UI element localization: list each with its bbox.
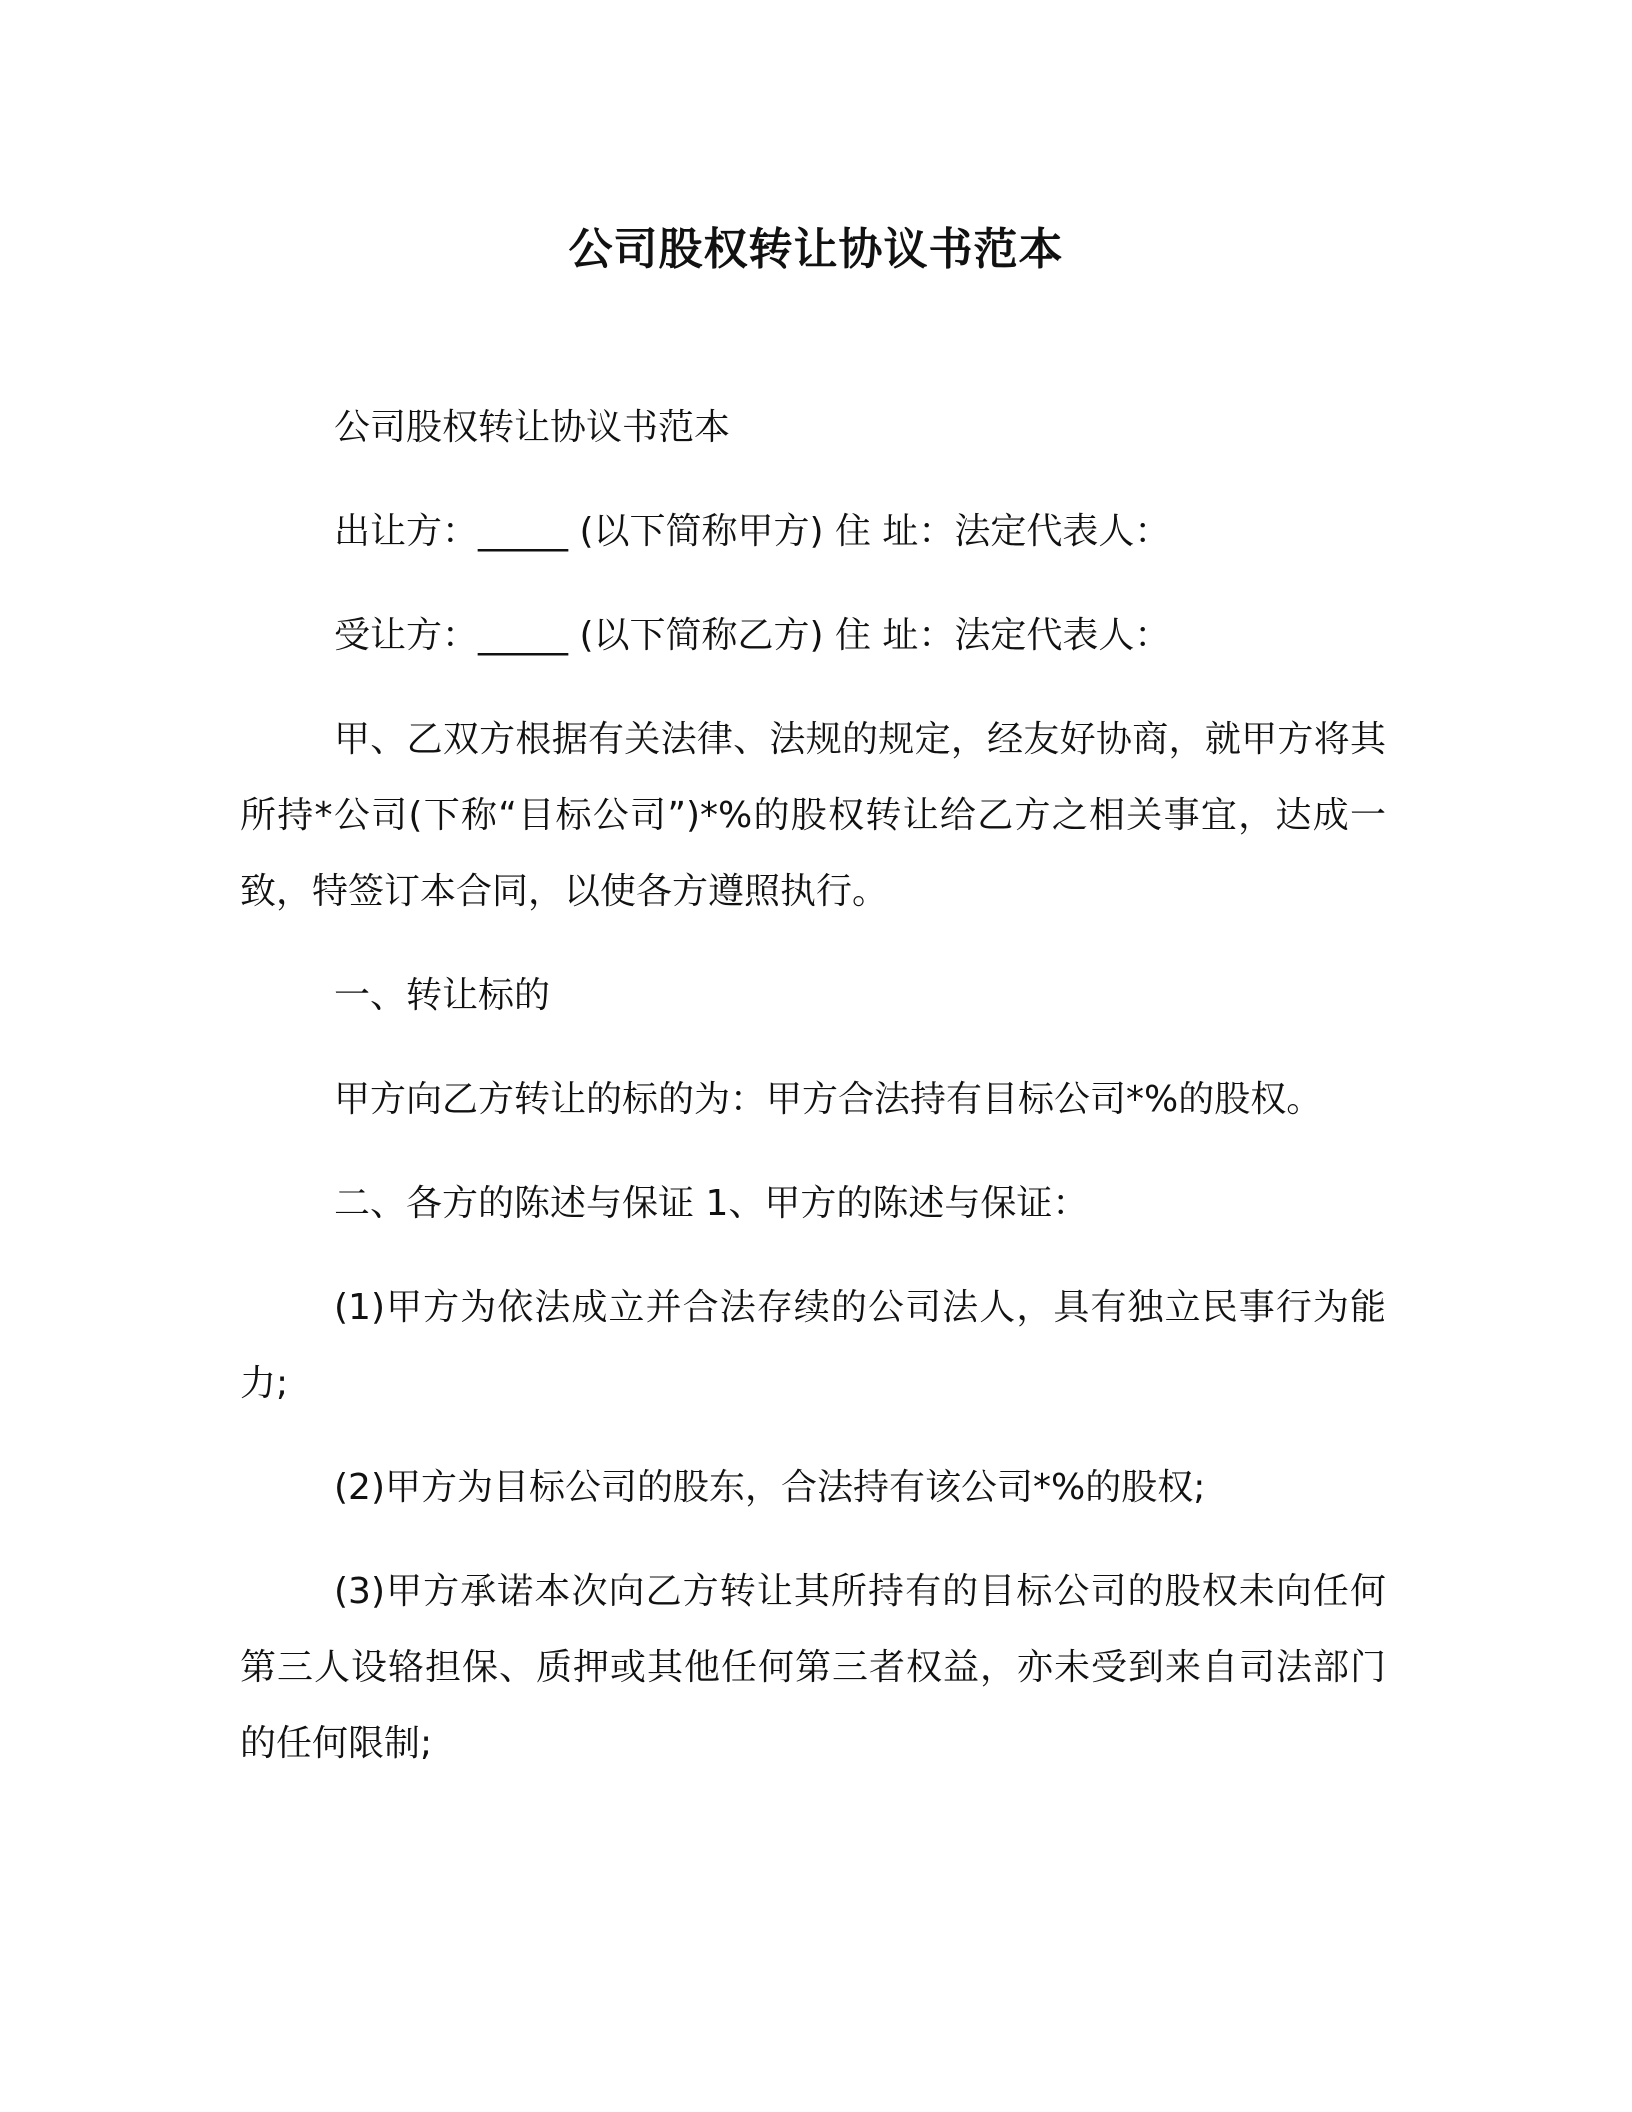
clause-2: (2)甲方为目标公司的股东，合法持有该公司*%的股权;: [334, 1467, 1206, 1508]
paragraph-preamble: 甲、乙双方根据有关法律、法规的规定，经友好协商，就甲方将其所持*公司(下称“目标公司”)*%的股权转让给乙方之相关事宜，达成一致，特签订本合同，以使各方遵照执行。: [240, 719, 1386, 912]
section-heading-2: 二、各方的陈述与保证 1、甲方的陈述与保证：: [334, 1183, 1089, 1224]
document-title: 公司股权转让协议书范本: [568, 224, 1064, 275]
paragraph-transferor: 出让方：_____ (以下简称甲方) 住 址：法定代表人：: [334, 511, 1171, 552]
clause-1: (1)甲方为依法成立并合法存续的公司法人，具有独立民事行为能力;: [240, 1287, 1386, 1404]
paragraph-subject: 甲方向乙方转让的标的为：甲方合法持有目标公司*%的股权。: [334, 1079, 1323, 1120]
section-heading-1: 一、转让标的: [334, 975, 551, 1016]
document-body: [240, 390, 1386, 1810]
paragraph-transferee: 受让方：_____ (以下简称乙方) 住 址：法定代表人：: [334, 615, 1171, 656]
clause-3: (3)甲方承诺本次向乙方转让其所持有的目标公司的股权未向任何第三人设辂担保、质押或其他任何第三者权益，亦未受到来自司法部门的任何限制;: [240, 1571, 1386, 1764]
paragraph-subtitle: 公司股权转让协议书范本: [334, 407, 731, 448]
